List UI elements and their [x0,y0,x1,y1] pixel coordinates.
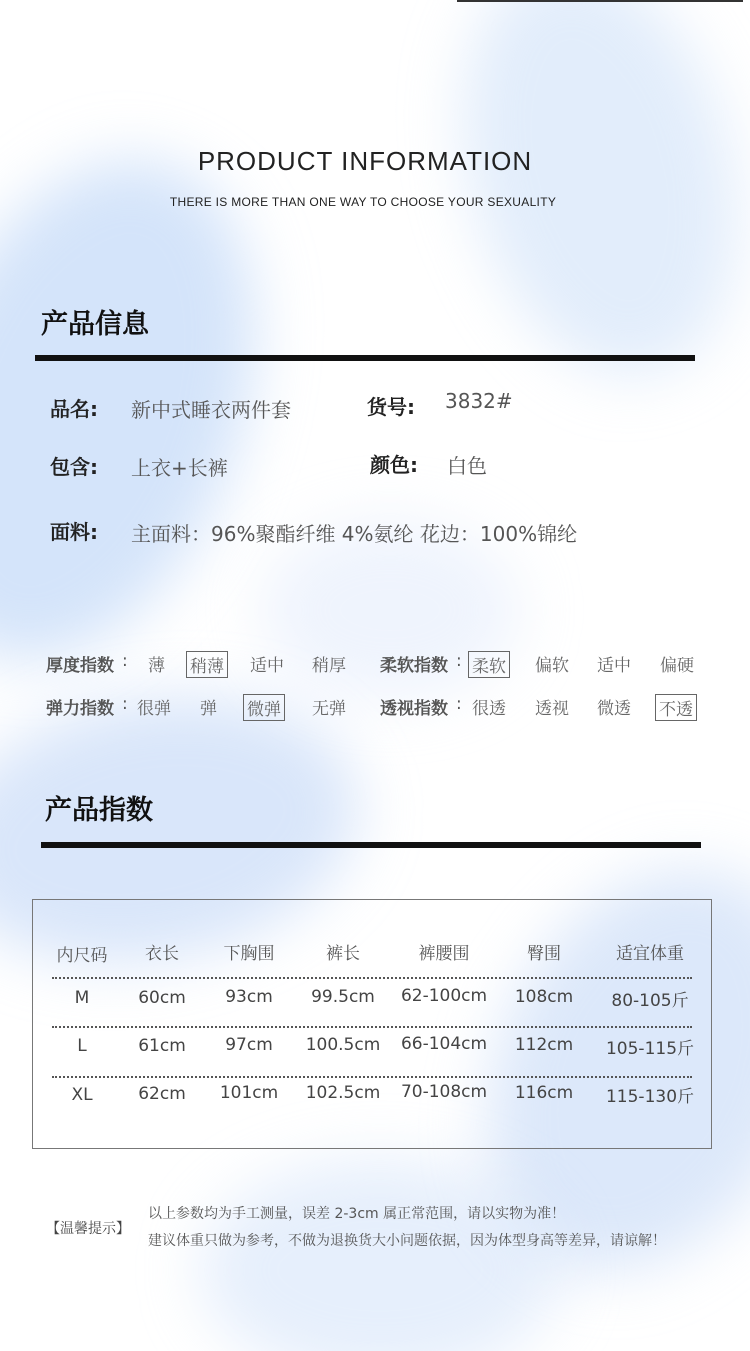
transparency-option: 透视 [535,699,569,719]
table-cell: 115-130斤 [605,1087,695,1107]
tips-line-2: 建议体重只做为参考，不做为退换货大小问题依据，因为体型身高等差异，请谅解！ [148,1233,666,1249]
sku-value: 3832# [445,389,513,413]
include-value: 上衣+长裤 [131,456,228,480]
elasticity-label: 弹力指数 [46,699,114,719]
thickness-option: 适中 [250,656,284,676]
section-title-info: 产品信息 [41,309,149,340]
page-subtitle: THERE IS MORE THAN ONE WAY TO CHOOSE YOUR SEXUALITY [169,195,557,209]
section-title-size: 产品指数 [45,795,153,826]
thickness-colon: : [122,651,128,671]
table-header-cell: 下胸围 [223,944,275,964]
table-cell: 62cm [138,1084,186,1104]
transparency-colon: : [456,694,462,714]
name-value: 新中式睡衣两件套 [131,398,291,422]
thickness-option: 稍厚 [312,656,346,676]
transparency-option: 微透 [597,699,631,719]
softness-option: 偏软 [535,656,569,676]
table-cell: 102.5cm [305,1083,381,1103]
section-divider-info [35,355,695,361]
tips-tag: 【温馨提示】 [46,1221,130,1237]
table-row-divider [52,1026,692,1028]
elasticity-colon: : [122,694,128,714]
table-cell: XL [71,1085,93,1105]
softness-option-selected: 柔软 [468,651,510,678]
table-cell: 93cm [225,987,273,1007]
table-header-cell: 衣长 [145,944,179,964]
thickness-option: 薄 [148,656,165,676]
table-cell: 70-108cm [400,1082,488,1102]
softness-option: 适中 [597,656,631,676]
table-cell: 101cm [219,1083,279,1103]
color-value: 白色 [447,454,487,478]
tips-line-1: 以上参数均为手工测量，误差 2-3cm 属正常范围，请以实物为准！ [148,1206,566,1222]
include-label: 包含: [50,455,98,479]
name-label: 品名: [50,397,98,421]
table-cell: 112cm [514,1035,574,1055]
softness-label: 柔软指数 [380,656,448,676]
sku-label: 货号: [367,395,415,419]
table-cell: 61cm [138,1036,186,1056]
table-cell: L [77,1036,87,1056]
table-cell: 100.5cm [305,1035,381,1055]
elasticity-option: 很弹 [137,699,171,719]
color-label: 颜色: [370,453,418,477]
section-divider-size [41,842,701,848]
table-cell: 99.5cm [311,987,375,1007]
table-header-cell: 裤长 [326,944,360,964]
table-header-cell: 内尺码 [56,946,108,966]
table-cell: 116cm [514,1083,574,1103]
thickness-option-selected: 稍薄 [186,651,228,678]
softness-colon: : [456,651,462,671]
table-header-cell: 臀围 [527,944,561,964]
fabric-value: 主面料：96%聚酯纤维 4%氨纶 花边：100%锦纶 [131,522,578,546]
table-row-divider [52,977,692,979]
table-header-cell: 适宜体重 [616,944,684,964]
transparency-option-selected: 不透 [655,694,697,721]
table-cell: 60cm [138,988,186,1008]
elasticity-option: 弹 [200,699,217,719]
transparency-option: 很透 [472,699,506,719]
table-cell: 97cm [225,1035,273,1055]
table-row-divider [52,1076,692,1078]
top-divider [457,0,743,2]
table-header-cell: 裤腰围 [418,944,470,964]
table-cell: 80-105斤 [611,991,689,1011]
table-cell: 62-100cm [400,986,488,1006]
page-title: PRODUCT INFORMATION [197,146,533,176]
transparency-label: 透视指数 [380,699,448,719]
elasticity-option-selected: 微弹 [243,694,285,721]
elasticity-option: 无弹 [312,699,346,719]
thickness-label: 厚度指数 [46,656,114,676]
table-cell: 108cm [514,987,574,1007]
size-table [32,899,712,1149]
softness-option: 偏硬 [660,656,694,676]
table-cell: 66-104cm [400,1034,488,1054]
table-cell: 105-115斤 [605,1039,695,1059]
fabric-label: 面料: [50,520,98,544]
table-cell: M [74,988,90,1008]
